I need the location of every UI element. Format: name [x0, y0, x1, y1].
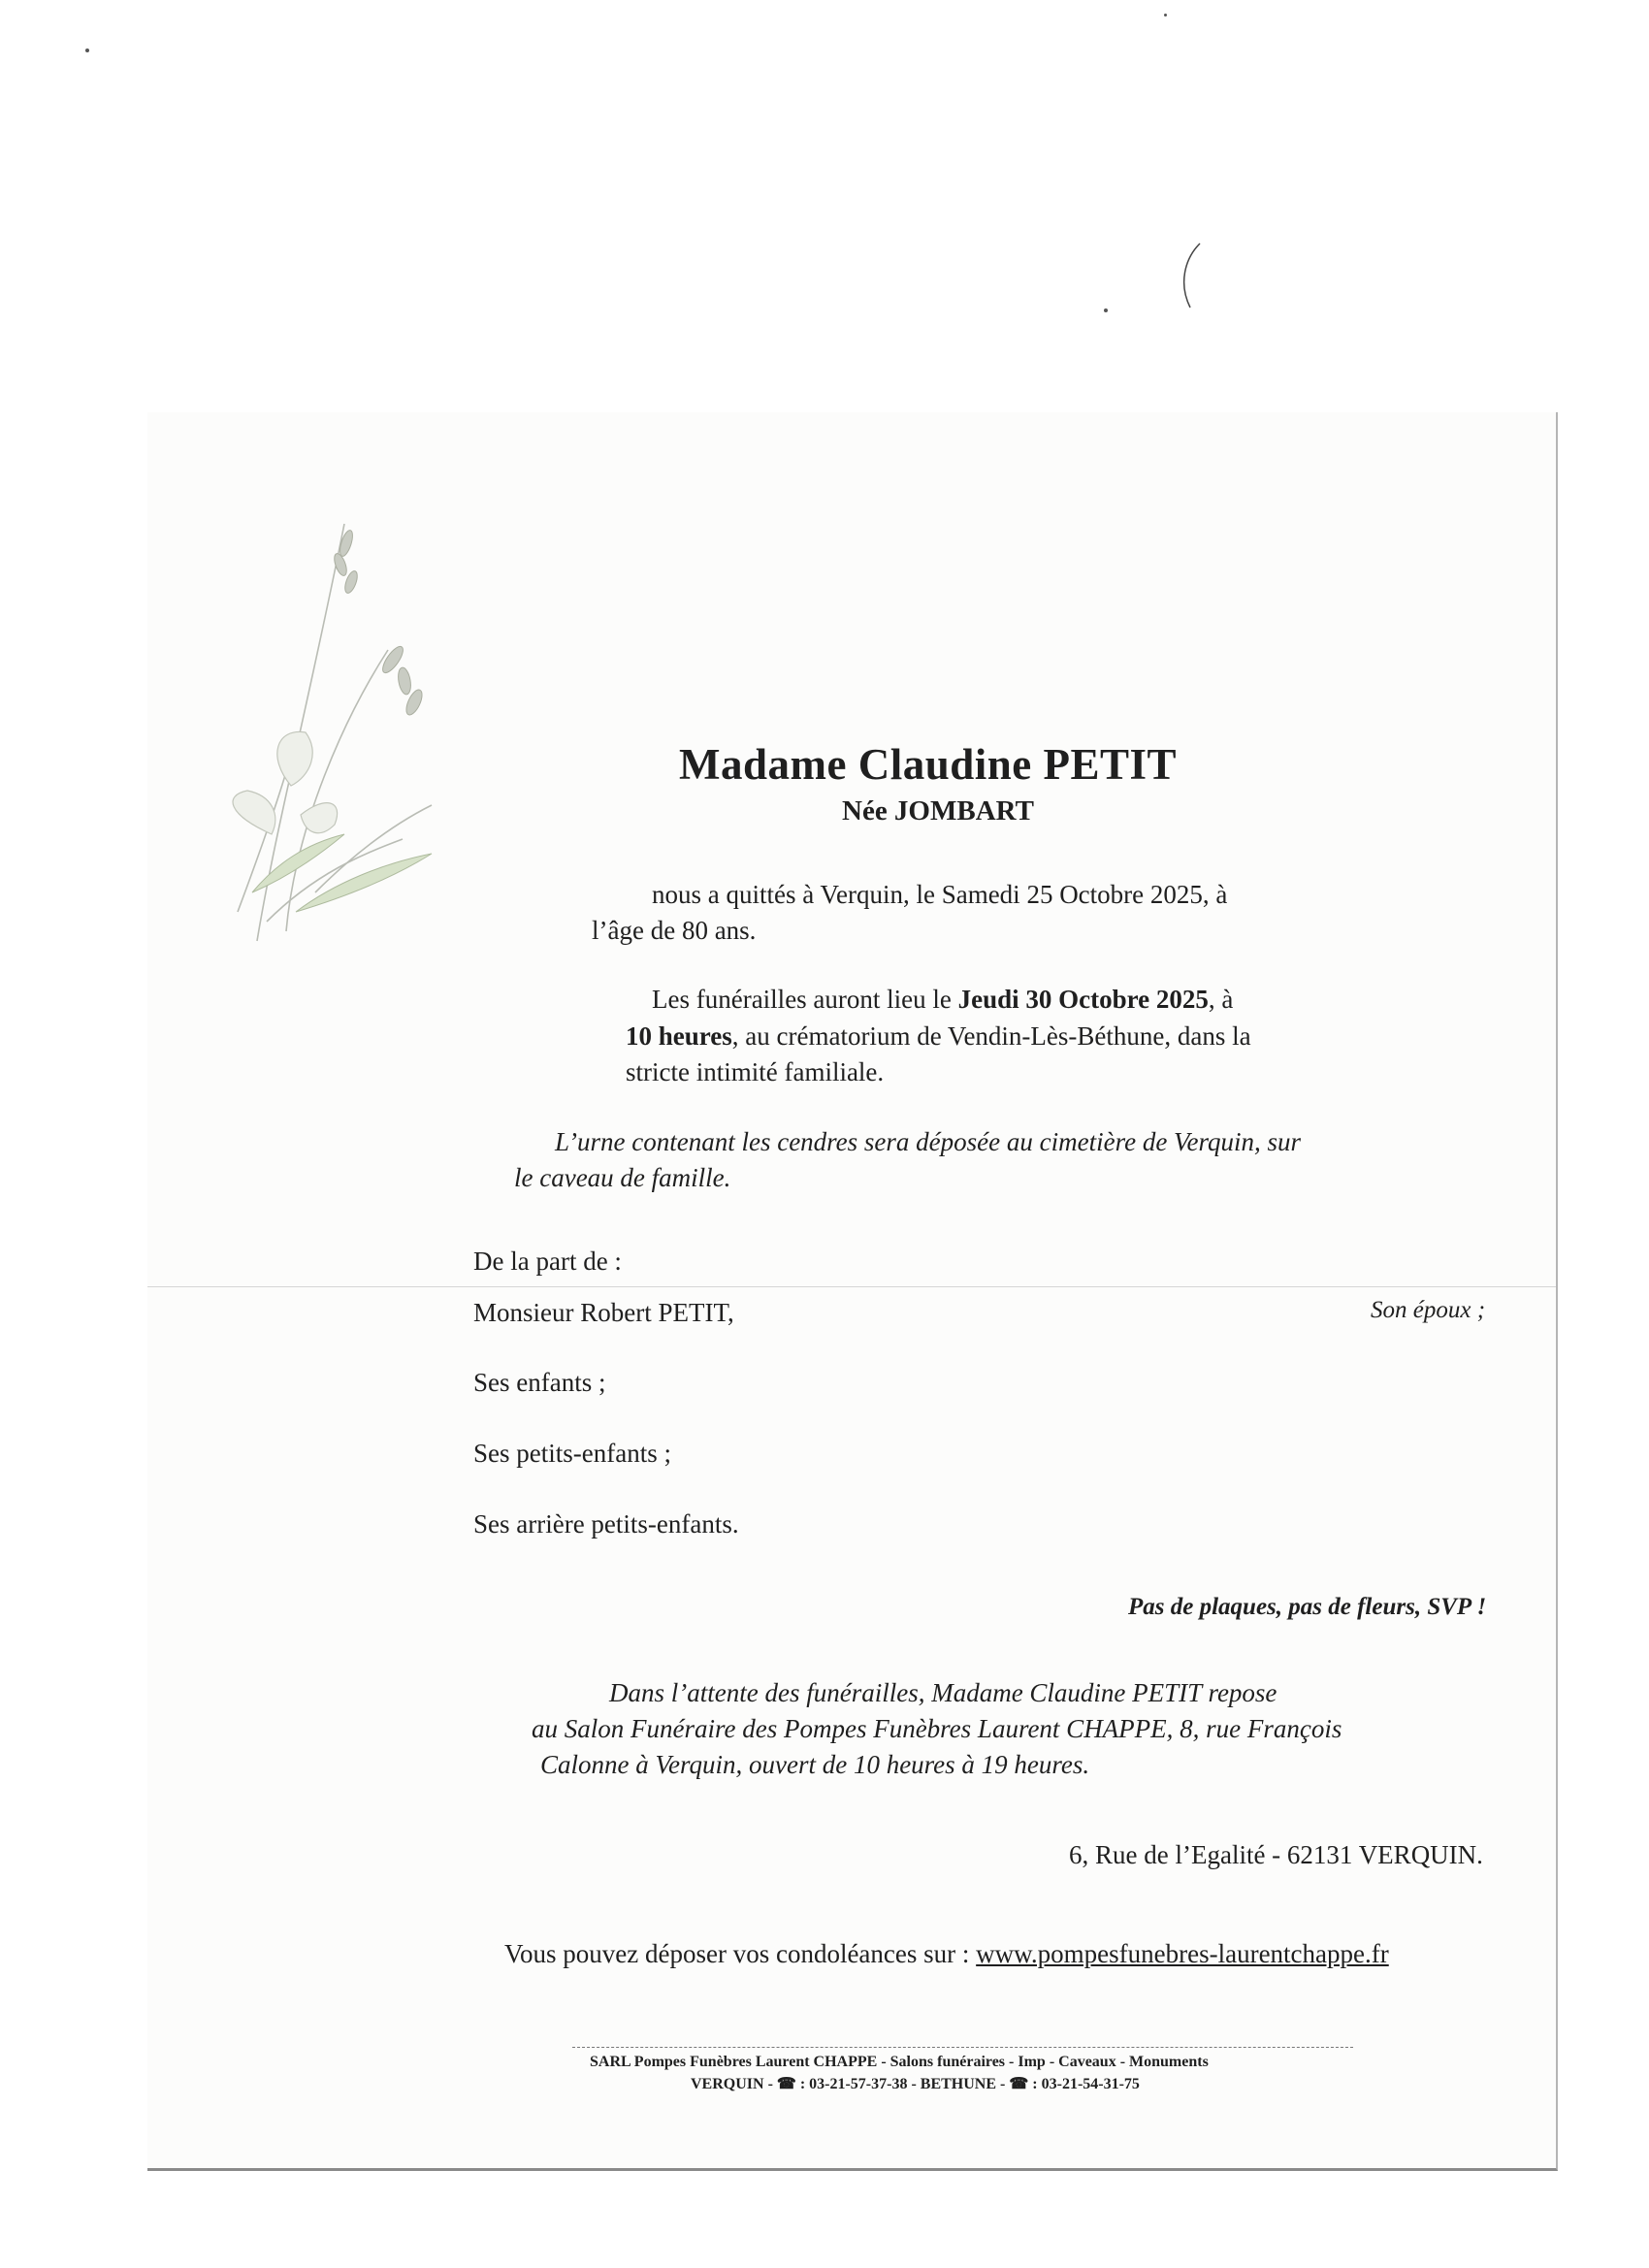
funeral-time: 10 heures	[626, 1021, 732, 1051]
condolences-link[interactable]: www.pompesfunebres-laurentchappe.fr	[976, 1939, 1389, 1968]
fold-line	[147, 1286, 1556, 1287]
lily-wheat-illustration	[199, 504, 441, 951]
funeral-line: stricte intimité familiale.	[626, 1057, 885, 1086]
funeral-line	[626, 1018, 1251, 1054]
death-notice-line: nous a quittés à Verquin, le Samedi 25 Octobre 2025, à	[652, 880, 1228, 909]
family-address: 6, Rue de l’Egalité - 62131 VERQUIN.	[1069, 1840, 1483, 1869]
footer-rule	[572, 2047, 1353, 2048]
spouse-role: Son époux ;	[1371, 1297, 1486, 1323]
viewing-line: au Salon Funéraire des Pompes Funèbres Laurent CHAPPE, 8, rue François	[532, 1714, 1342, 1743]
footer-phones: VERQUIN - ☎ : 03-21-57-37-38 - BETHUNE - ☎ : 03-21-54-31-75	[691, 2076, 1140, 2092]
viewing-line: Dans l’attente des funérailles, Madame Claudine PETIT repose	[609, 1678, 1277, 1707]
family-children: Ses enfants ;	[473, 1368, 606, 1397]
scan-speck	[1164, 14, 1167, 16]
footer-company: SARL Pompes Funèbres Laurent CHAPPE - Salons funéraires - Imp - Caveaux - Monuments	[590, 2054, 1209, 2070]
scan-mark	[1167, 238, 1206, 315]
urn-line: L’urne contenant les cendres sera déposée au cimetière de Verquin, sur	[555, 1127, 1302, 1156]
deceased-name: Madame Claudine PETIT	[679, 740, 1178, 789]
scan-speck	[85, 49, 89, 52]
scan-speck	[1104, 308, 1108, 312]
family-intro: De la part de :	[473, 1247, 622, 1276]
funeral-text: , au crématorium de Vendin-Lès-Béthune, dans la	[731, 1021, 1251, 1051]
funeral-text: , à	[1208, 985, 1234, 1014]
funeral-text: Les funérailles auront lieu le	[652, 985, 958, 1014]
urn-line: le caveau de famille.	[514, 1163, 731, 1192]
family-grandchildren: Ses petits-enfants ;	[473, 1439, 671, 1468]
condolences-line	[504, 1935, 1389, 1972]
funeral-line	[652, 981, 1233, 1018]
funeral-date: Jeudi 30 Octobre 2025	[957, 985, 1209, 1014]
death-notice-line: l’âge de 80 ans.	[592, 916, 757, 945]
condolences-text: Vous pouvez déposer vos condoléances sur :	[504, 1939, 977, 1968]
family-great-grandchildren: Ses arrière petits-enfants.	[473, 1509, 739, 1539]
spouse-name: Monsieur Robert PETIT,	[473, 1298, 734, 1327]
no-flowers-request: Pas de plaques, pas de fleurs, SVP !	[1128, 1594, 1487, 1620]
viewing-line: Calonne à Verquin, ouvert de 10 heures à 19 heures.	[540, 1750, 1090, 1779]
maiden-name: Née JOMBART	[842, 795, 1034, 826]
